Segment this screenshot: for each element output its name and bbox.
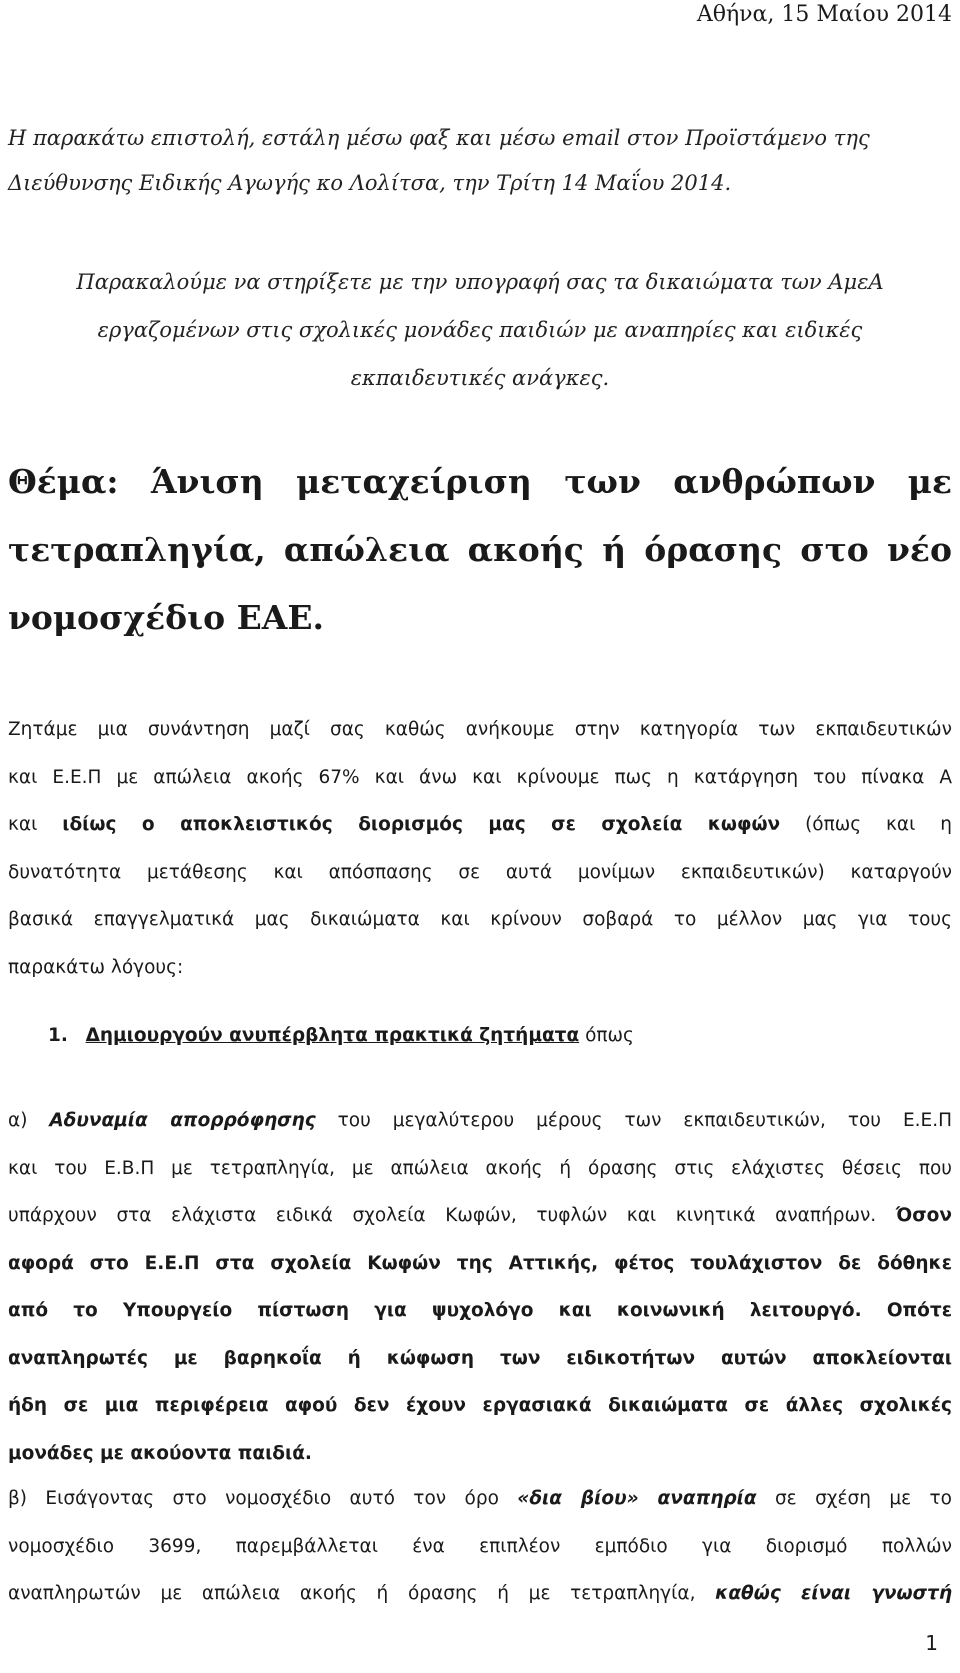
paragraph-line (8, 1570, 952, 1618)
signature-appeal (40, 258, 920, 402)
appeal-line: εκπαιδευτικές ανάγκες. (350, 366, 610, 390)
paragraph-line: και του Ε.Β.Π με τετραπληγία, με απώλεια ακοής ή όρασης στις ελάχιστες θέσεις που (8, 1157, 952, 1179)
text-run: β) Εισάγοντας στο νομοσχέδιο αυτό τον όρο (8, 1488, 518, 1509)
subject-line: Θέμα: Άνιση μεταχείριση των ανθρώπων με (8, 462, 952, 501)
subject-heading (8, 448, 952, 652)
appeal-line: Παρακαλούμε να στηρίξετε με την υπογραφή σας τα δικαιώματα των ΑμεΑ (76, 270, 884, 294)
point-a-paragraph (8, 1097, 952, 1477)
paragraph-line: ήδη σε μια περιφέρεια αφού δεν έχουν εργασιακά δικαιώματα σε άλλες σχολικές (8, 1395, 952, 1416)
page-number: 1 (925, 1631, 938, 1655)
emphasis-text: Όσον (895, 1205, 952, 1226)
text-run: (όπως και η (780, 814, 952, 835)
text-run: αναπληρωτών με απώλεια ακοής ή όρασης ή με τετραπληγία, (8, 1583, 716, 1604)
point-rest: όπως (579, 1025, 634, 1046)
paragraph-line: αναπληρωτές με βαρηκοΐα ή κώφωση των ειδικοτήτων αυτών αποκλείονται (8, 1347, 952, 1369)
paragraph-line: και Ε.Ε.Π με απώλεια ακοής 67% και άνω και κρίνουμε πως η κατάργηση του πίνακα Α (8, 766, 952, 788)
paragraph-line (8, 1192, 952, 1240)
paragraph-line: Ζητάμε μια συνάντηση μαζί σας καθώς ανήκουμε στην κατηγορία των εκπαιδευτικών (8, 719, 952, 740)
text-run: σε σχέση με το (756, 1488, 952, 1509)
paragraph-line: βασικά επαγγελματικά μας δικαιώματα και κρίνουν σοβαρά το μέλλον μας για τους (8, 909, 952, 930)
emphasis-text: καθώς είναι γνωστή (715, 1583, 953, 1604)
paragraph-line: μονάδες με ακούοντα παιδιά. (8, 1442, 312, 1464)
paragraph-line: δυνατότητα μετάθεσης και απόσπασης σε αυτά μονίμων εκπαιδευτικών) καταργούν (8, 861, 952, 883)
intro-line: Η παρακάτω επιστολή, εστάλη μέσω φαξ και μέσω email στον Προϊστάμενο της (8, 126, 870, 150)
emphasis-text: ιδίως ο αποκλειστικός διορισμός μας σε σχολεία κωφών (62, 814, 781, 835)
paragraph-line: νομοσχέδιο 3699, παρεμβάλλεται ένα επιπλέον εμπόδιο για διορισμό πολλών (8, 1535, 952, 1557)
subject-line: νομοσχέδιο ΕΑΕ. (8, 598, 325, 637)
paragraph-line: παρακάτω λόγους: (8, 956, 184, 978)
numbered-point-1 (48, 1018, 634, 1054)
meeting-request-paragraph (8, 706, 952, 991)
appeal-line: εργαζομένων στις σχολικές μονάδες παιδιών με αναπηρίες και ειδικές (97, 318, 863, 342)
paragraph-line (8, 1475, 952, 1523)
text-run: και (8, 814, 63, 835)
intro-note (8, 116, 948, 206)
text-run: υπάρχουν στα ελάχιστα ειδικά σχολεία Κωφών, τυφλών και κινητικά αναπήρων. (8, 1205, 896, 1226)
text-run: α) (8, 1110, 50, 1131)
intro-line: Διεύθυνσης Ειδικής Αγωγής κο Λολίτσα, την Τρίτη 14 Μαΐου 2014. (8, 171, 732, 195)
point-number: 1. (48, 1025, 68, 1046)
paragraph-line: αφορά στο Ε.Ε.Π στα σχολεία Κωφών της Αττικής, φέτος τουλάχιστον δε δόθηκε (8, 1252, 952, 1274)
document-date: Αθήνα, 15 Μαίου 2014 (696, 2, 952, 27)
text-run: του μεγαλύτερου μέρους των εκπαιδευτικών, του Ε.Ε.Π (315, 1110, 952, 1131)
point-b-paragraph (8, 1475, 952, 1618)
paragraph-line (8, 801, 952, 849)
point-title: Δημιουργούν ανυπέρβλητα πρακτικά ζητήματα (85, 1025, 580, 1046)
subject-line: τετραπληγία, απώλεια ακοής ή όρασης στο νέο (8, 530, 952, 569)
paragraph-line: από το Υπουργείο πίστωση για ψυχολόγο και κοινωνική λειτουργό. Οπότε (8, 1300, 952, 1321)
paragraph-line (8, 1097, 952, 1145)
emphasis-text: «δια βίου» αναπηρία (517, 1488, 757, 1509)
emphasis-text: Αδυναμία απορρόφησης (49, 1110, 316, 1131)
